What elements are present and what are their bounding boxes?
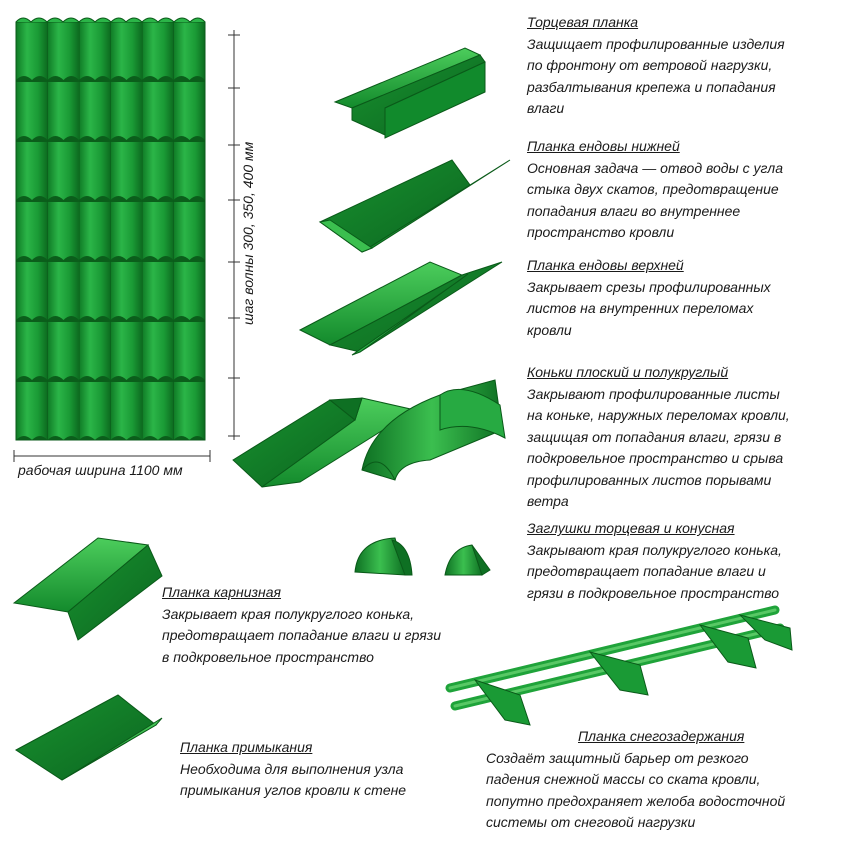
width-dimension	[14, 450, 210, 462]
snow-guard-figure	[450, 610, 792, 725]
snow-guard-block	[486, 726, 785, 834]
abutment-plank-figure	[16, 695, 162, 780]
eaves-plank-figure	[14, 538, 162, 640]
upper-valley-block	[527, 255, 771, 341]
abutment-plank-desc: Необходима для выполнения узла примыкания углов кровли к стене	[180, 760, 407, 798]
round-ridge-figure	[362, 380, 505, 480]
lower-valley-block	[527, 136, 783, 244]
eaves-plank-title: Планка карнизная	[162, 584, 281, 600]
upper-valley-plank-figure	[300, 262, 502, 355]
upper-valley-title: Планка ендовы верхней	[527, 257, 684, 273]
end-caps-title: Заглушки торцевая и конусная	[527, 520, 735, 536]
ridges-title: Коньки плоский и полукруглый	[527, 364, 729, 380]
snow-guard-title: Планка снегозадержания	[578, 728, 745, 744]
eaves-plank-desc: Закрывает края полукруглого конька, предотвращает попадание влаги и грязи в подкровельное пространство	[162, 605, 441, 665]
snow-guard-desc: Создаёт защитный барьер от резкого падения снежной массы со ската кровли, попутно предохраняет желоба водосточной системы от снеговой нагрузки	[486, 749, 786, 830]
end-plank-desc: Защищает профилированные изделия по фронтону от ветровой нагрузки, разбалтывания крепежа и попадания влаги	[527, 35, 785, 116]
end-plank-title: Торцевая планка	[527, 14, 639, 30]
lower-valley-title: Планка ендовы нижней	[527, 138, 680, 154]
wave-step-dimension	[228, 30, 240, 440]
wave-step-label: шаг волны 300, 350, 400 мм	[240, 141, 256, 325]
end-caps-block	[527, 518, 782, 604]
eaves-plank-block	[162, 582, 441, 668]
ridges-desc: Закрывают профилированные листы на коньке, наружных переломах кровли, защищая от попадания влаги, грязи в подкровельное пространство и срыва профилированных листов порывами ветра	[527, 385, 790, 509]
abutment-plank-block	[180, 737, 406, 802]
lower-valley-plank-figure	[320, 160, 510, 252]
end-caps-desc: Закрывают края полукруглого конька, предотвращает попадание влаги и грязи в подкровельное пространство	[527, 541, 782, 601]
ridges-block	[527, 362, 790, 513]
metal-tile-sheet	[16, 18, 205, 440]
lower-valley-desc: Основная задача — отвод воды с угла стыка двух скатов, предотвращение попадания влаги во внутреннее пространство кровли	[527, 159, 783, 240]
working-width-label: рабочая ширина 1100 мм	[18, 462, 183, 478]
end-plank-block	[527, 12, 785, 120]
abutment-plank-title: Планка примыкания	[180, 739, 313, 755]
upper-valley-desc: Закрывает срезы профилированных листов на внутренних переломах кровли	[527, 278, 771, 338]
end-caps-figure	[355, 538, 490, 575]
end-plank-figure	[335, 48, 485, 138]
